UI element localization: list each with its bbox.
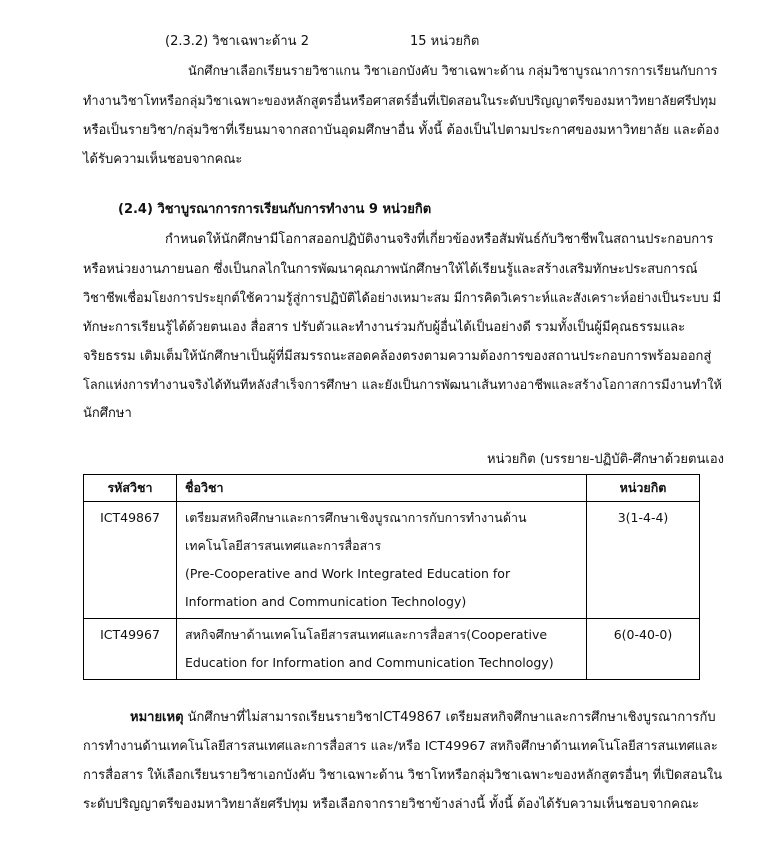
course-table — [83, 474, 700, 680]
remark-line: ระดับปริญญาตรีของมหาวิทยาลัยศรีปทุม หรือเลือกจากรายวิชาข้างล่างนี้ ทั้งนี้ ต้องได้รับความเห็นชอบจากคณะ — [83, 797, 700, 812]
course-name-line: เตรียมสหกิจศึกษาและการศึกษาเชิงบูรณาการกับการทำงานด้าน — [185, 510, 527, 525]
section-232-line: นักศึกษาเลือกเรียนรายวิชาแกน วิชาเอกบังคับ วิชาเฉพาะด้าน กลุ่มวิชาบูรณาการการเรียนกับการ — [188, 64, 718, 79]
header-credits: หน่วยกิต — [587, 475, 700, 502]
course-name-line: สหกิจศึกษาด้านเทคโนโลยีสารสนเทศและการสื่อสาร(Cooperative — [185, 627, 548, 642]
section-232-line: ได้รับความเห็นชอบจากคณะ — [83, 152, 243, 167]
remark-first-line — [130, 704, 723, 732]
course-credits: 3(1-4-4) — [587, 502, 700, 619]
section-24-line: หรือหน่วยงานภายนอก ซึ่งเป็นกลไกในการพัฒนาคุณภาพนักศึกษาให้ได้เรียนรู้และสร้างเสริมทักษะประสบการณ์ — [83, 262, 698, 277]
remark-line: การสื่อสาร ให้เลือกเรียนรายวิชาเอกบังคับ วิชาเฉพาะด้าน วิชาโทหรือกลุ่มวิชาเฉพาะของหลักสูตรอื่นๆ ที่เปิดสอนใน — [83, 768, 723, 783]
course-name-line: (Pre-Cooperative and Work Integrated Education for — [185, 566, 511, 581]
section-24-heading: (2.4) วิชาบูรณาการการเรียนกับการทำงาน 9 หน่วยกิต — [118, 202, 432, 217]
header-course-name: ชื่อวิชา — [177, 475, 587, 502]
table-row — [84, 619, 700, 680]
section-232-line: หรือเป็นรายวิชา/กลุ่มวิชาที่เรียนมาจากสถาบันอุดมศึกษาอื่น ทั้งนี้ ต้องเป็นไปตามประกาศของมหาวิทยาลัย และต้อง — [83, 123, 720, 138]
section-232-heading: (2.3.2) วิชาเฉพาะด้าน 2 — [165, 34, 309, 49]
remark-label: หมายเหตุ — [130, 710, 184, 725]
course-name-line: เทคโนโลยีสารสนเทศและการสื่อสาร — [185, 538, 382, 553]
table-row — [84, 502, 700, 619]
table-header-row — [84, 475, 700, 502]
course-name — [177, 502, 587, 619]
remark-text: นักศึกษาที่ไม่สามารถเรียนรายวิชาICT49867 เตรียมสหกิจศึกษาและการศึกษาเชิงบูรณาการกับ — [187, 710, 716, 725]
course-code: ICT49867 — [84, 502, 177, 619]
course-credits: 6(0-40-0) — [587, 619, 700, 680]
section-232-credits: 15 หน่วยกิต — [410, 34, 480, 49]
section-24-line: นักศึกษา — [83, 406, 132, 421]
remark-line: การทำงานด้านเทคโนโลยีสารสนเทศและการสื่อสาร และ/หรือ ICT49967 สหกิจศึกษาด้านเทคโนโลยีสารสนเทศและ — [83, 739, 718, 754]
course-name-line: Information and Communication Technology) — [185, 594, 467, 609]
section-24-line: จริยธรรม เติมเต็มให้นักศึกษาเป็นผู้ที่มีสมรรถนะสอดคล้องตรงตามความต้องการของสถานประกอบการพร้อมออกสู่ — [83, 349, 712, 364]
section-232-line: ทำงานวิชาโทหรือกลุ่มวิชาเฉพาะของหลักสูตรอื่นหรือศาสตร์อื่นที่เปิดสอนในระดับปริญญาตรีของมหาวิทยาลัยศรีปทุม — [83, 94, 717, 109]
course-name-line: Education for Information and Communication Technology) — [185, 655, 554, 670]
section-24-line: วิชาชีพเชื่อมโยงการประยุกต์ใช้ความรู้สู่การปฏิบัติได้อย่างเหมาะสม มีการคิดวิเคราะห์และสังเคราะห์อย่างเป็นระบบ มี — [83, 291, 722, 306]
course-code: ICT49967 — [84, 619, 177, 680]
section-24-line: กำหนดให้นักศึกษามีโอกาสออกปฏิบัติงานจริงที่เกี่ยวข้องหรือสัมพันธ์กับวิชาชีพในสถานประกอบการ — [165, 232, 714, 247]
section-24-line: โลกแห่งการทำงานจริงได้ทันทีหลังสำเร็จการศึกษา และยังเป็นการพัฒนาเส้นทางอาชีพและสร้างโอกาสการมีงานทำให้ — [83, 378, 722, 393]
header-course-code: รหัสวิชา — [84, 475, 177, 502]
table-note: หน่วยกิต (บรรยาย-ปฏิบัติ-ศึกษาด้วยตนเอง — [487, 452, 724, 467]
course-name — [177, 619, 587, 680]
section-24-line: ทักษะการเรียนรู้ได้ด้วยตนเอง สื่อสาร ปรับตัวและทำงานร่วมกับผู้อื่นได้เป็นอย่างดี รวมทั้งเป็นผู้มีคุณธรรมและ — [83, 320, 686, 335]
